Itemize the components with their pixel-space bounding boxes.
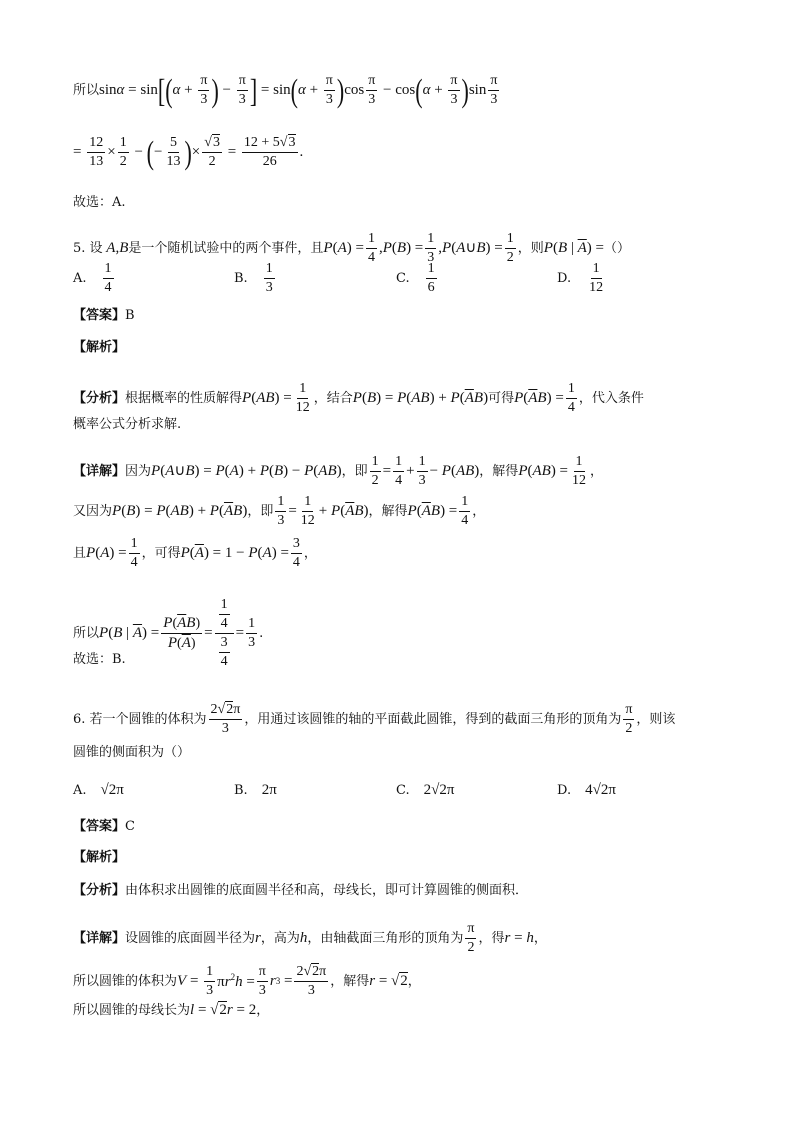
fenxi-text: 可得 [488,391,515,406]
option-letter: D. [557,271,572,286]
option-letter: D. [557,783,572,798]
q5-fenxi-line2 [73,418,181,431]
detail-text: ，解得 [368,504,408,519]
option-den: 4 [104,280,112,295]
detail-text: 且 [73,546,87,561]
q6-detail-3: 所以圆锥的母线长为 l = √2r = 2 ， [73,1002,270,1018]
q6-stem-text: 6. 若一个圆锥的体积为 [73,712,207,727]
q5-detail-3: 且 P ( A ) = $\frac{1}{4}$ ，可得 P ( $\overline{A}$ ) = 1 − P ( A ) = $\frac{3}{4}$ ， [73,536,317,570]
option-value: √2π [100,782,124,798]
detail-text: ，即 [341,464,368,479]
q6-answer [73,820,135,833]
q6-detail-2: 所以圆锥的体积为 V = $\frac{1}{3}$ $\pi r^2h$ = $\frac{\pi}{3}$ r 3 = $\frac{2√2\pi}{3}$ ，解得 r = √2 ， [73,964,421,998]
option-num: 1 [264,262,275,279]
detail-text: ，解得 [330,974,370,989]
conclusion-b [73,653,126,666]
detail-text: 所以 [73,626,100,641]
q5-detail-4: 所以 P ( B | $\overline{A}$ ) = $\frac{P(\overline{A}B)}{P(\overline{A})}$ = $\frac{\frac{1}{4}}{\frac{3}{4}}$ = $\frac{1}{3}$ . [73,597,264,669]
q5-number: 5. 设 [73,241,103,256]
q6-stem-text: ，用通过该圆锥的轴的平面截此圆锥，得到的截面三角形的顶角为 [244,712,622,727]
fenxi-text: 根据概率的性质解得 [125,391,243,406]
q6-option-b[interactable] [234,782,277,799]
option-letter: B. [234,271,248,286]
q5-option-b[interactable] [234,262,277,295]
detail-text: ， [533,931,547,946]
option-value: 2√2π [423,782,455,798]
q5-stem: 5. 设 A , B 是一个随机试验中的两个事件，且 P ( A ) = $\frac{1}{4}$ , P ( B ) = $\frac{1}{3}$ , P ( A ∪ B ) = $\frac{1}{2}$ ，则 P ( B | $\overline{A}$ ) = （） [73,231,631,265]
q6-jiexi [73,851,125,864]
q6-stem-text: ，则该 [636,712,676,727]
conclusion-text: 故选：A. [73,195,126,210]
detail-text: 因为 [125,464,152,479]
q5-jiexi [73,341,125,354]
fenxi-tag: 【分析】 [73,883,126,898]
answer-value: C [125,819,135,834]
q5-option-a[interactable] [73,262,116,295]
detail-text: ，解得 [479,464,519,479]
answer-tag: 【答案】 [73,819,126,834]
fenxi-text: 概率公式分析求解. [73,417,182,432]
q5-answer [73,309,135,322]
sin-alpha-line: 所以 sinα = sin [ ( α + $\frac{\pi}{3}$ ) − $\frac{\pi}{3}$ ] = sin ( α + $\frac{\pi}{3}$ ) cos π 3 − cos ( α + $\frac{\pi}{3}$ ) sin π 3 [73,71,498,109]
detail-text: 设圆锥的底面圆半径为 [125,931,256,946]
option-value: 4√2π [585,782,616,798]
answer-tag: 【答案】 [73,308,126,323]
detail-text: ，即 [247,504,274,519]
option-letter: C. [396,783,410,798]
option-den: 12 [589,280,604,295]
q6-option-a[interactable] [73,782,124,799]
jiexi-tag: 【解析】 [73,850,126,865]
option-letter: A. [73,783,87,798]
option-den: 3 [265,280,273,295]
option-den: 6 [427,280,435,295]
q5-stem-text: 是一个随机试验中的两个事件，且 [128,241,324,256]
conclusion-text: 故选：B. [73,652,126,667]
suoyi-text: 所以 [73,83,100,98]
option-letter: B. [234,783,248,798]
detail-text: ，高为 [260,931,300,946]
fenxi-text: 由体积求出圆锥的底面圆半径和高，母线长，即可计算圆锥的侧面积． [125,883,529,898]
fenxi-text: ，代入条件 [578,391,644,406]
option-value: 2π [261,782,277,798]
detail-text: ， [407,974,421,989]
fenxi-tag: 【分析】 [73,391,126,406]
q5-option-c[interactable] [396,262,439,295]
jiexi-tag: 【解析】 [73,340,126,355]
option-num: 1 [591,262,602,279]
q6-stem-line2 [73,746,190,759]
detail-text: ， [256,1003,270,1018]
q6-stem: 6. 若一个圆锥的体积为 2√2π 3 ，用通过该圆锥的轴的平面截此圆锥，得到的截面三角形的顶角为 π 2 ，则该 [73,702,676,736]
q5-fenxi: 【分析】 根据概率的性质解得 P ( AB ) = $\frac{1}{12}$ ，结合 P ( B ) = P ( AB ) + P ( $\overline{A}$ B ) 可得 P ( $\overline{A}$ B ) = $\frac{1}{4}$ ，代入条件 [73,381,644,415]
detail-text: ，得 [478,931,505,946]
xiangjie-tag: 【详解】 [73,464,126,479]
detail-text: ，可得 [141,546,181,561]
detail-text: 又因为 [73,504,113,519]
conclusion-a [73,196,126,209]
detail-text: ， [590,464,604,479]
q5-detail-2: 又因为 P ( B ) = P ( AB ) + P ( $\overline{A}$ B ) ，即 $\frac{1}{3}$ = $\frac{1}{12}$ + P ( $\overline{A}$ B ) ，解得 P ( $\overline{A}$ B ) = $\frac{1}{4}$ ， [73,494,486,528]
answer-value: B [125,308,135,323]
q5-then: ，则 [517,241,544,256]
detail-text: ， [472,504,486,519]
option-num: 1 [426,262,437,279]
fenxi-text: ，结合 [313,391,353,406]
option-num: 1 [103,262,114,279]
q6-detail-1: 【详解】 设圆锥的底面圆半径为 r ，高为 h ，由轴截面三角形的顶角为 π 2 ，得 r = h ， [73,921,547,955]
xiangjie-tag: 【详解】 [73,931,126,946]
q6-stem-text: 圆锥的侧面积为（） [73,745,191,760]
q5-detail-1: 【详解】 因为 P ( A ∪ B ) = P ( A ) + P ( B ) − P ( AB ) ，即 $\frac{1}{2}$ = $\frac{1}{4}$ + $\frac{1}{3}$ − P ( AB ) ，解得 P ( AB ) = $\frac{1}{12}$ ， [73,454,604,488]
detail-text: . [259,626,264,641]
detail-text: ， [303,546,317,561]
q5-paren: （） [604,241,631,256]
detail-text: ，由轴截面三角形的顶角为 [307,931,464,946]
q5-option-d[interactable] [557,262,607,295]
q6-option-d[interactable] [557,782,616,799]
detail-text: 所以圆锥的母线长为 [73,1003,191,1018]
sin-alpha-value-line: = $\frac{12}{13}$ × $\frac{1}{2}$ − ( − $\frac{5}{13}$ ) × $\frac{√3}{2}$ = $\frac{12 + 5√3}{26}$ . [73,133,304,171]
q6-fenxi [73,884,528,897]
option-letter: A. [73,271,87,286]
q6-option-c[interactable] [396,782,454,799]
detail-text: 所以圆锥的体积为 [73,974,178,989]
option-letter: C. [396,271,410,286]
